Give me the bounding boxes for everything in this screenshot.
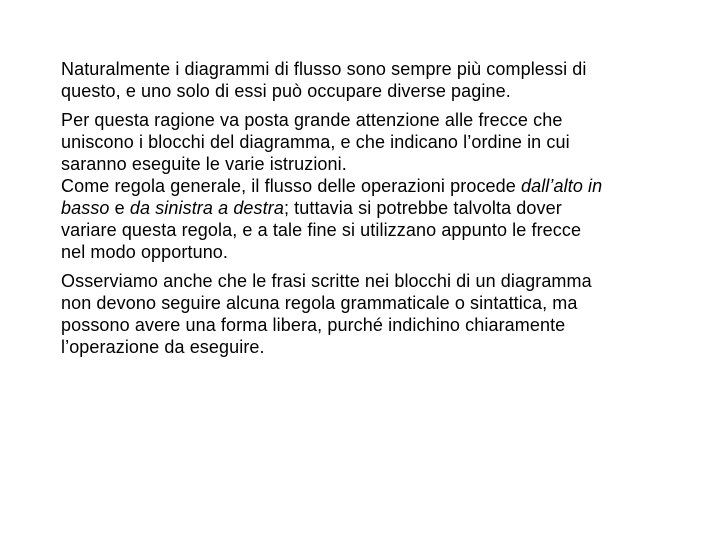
- text-run: e: [109, 198, 130, 218]
- paragraph-flowchart-complexity: [61, 58, 661, 102]
- text-line: questo, e uno solo di essi può occupare diverse pagine.: [61, 81, 511, 101]
- text-line: variare questa regola, e a tale fine si utilizzano appunto le frecce: [61, 220, 582, 240]
- text-line: [61, 175, 661, 197]
- slide-body: [61, 58, 661, 358]
- text-line: Per questa ragione va posta grande attenzione alle frecce che: [61, 110, 563, 130]
- text-line: non devono seguire alcuna regola grammaticale o sintattica, ma: [61, 293, 578, 313]
- text-run: ; tuttavia si potrebbe talvolta dover: [283, 198, 562, 218]
- text-line: [61, 197, 661, 219]
- text-line: possono avere una forma libera, purché indichino chiaramente: [61, 315, 566, 335]
- text-line: saranno eseguite le varie istruzioni.: [61, 154, 347, 174]
- text-line: Osserviamo anche che le frasi scritte nei blocchi di un diagramma: [61, 271, 592, 291]
- italic-text-run: da sinistra a destra: [129, 198, 284, 218]
- italic-text-run: basso: [61, 198, 110, 218]
- paragraph-flow-direction-rule: [61, 175, 661, 263]
- text-line: Naturalmente i diagrammi di flusso sono sempre più complessi di: [61, 59, 587, 79]
- text-line: l’operazione da eseguire.: [61, 337, 265, 357]
- paragraph-free-form-text: [61, 270, 661, 358]
- text-line: uniscono i blocchi del diagramma, e che indicano l’ordine in cui: [61, 132, 570, 152]
- paragraph-arrows-attention: [61, 109, 661, 175]
- text-line: nel modo opportuno.: [61, 242, 229, 262]
- italic-text-run: dall’alto in: [520, 176, 603, 196]
- text-run: Come regola generale, il flusso delle operazioni procede: [61, 176, 521, 196]
